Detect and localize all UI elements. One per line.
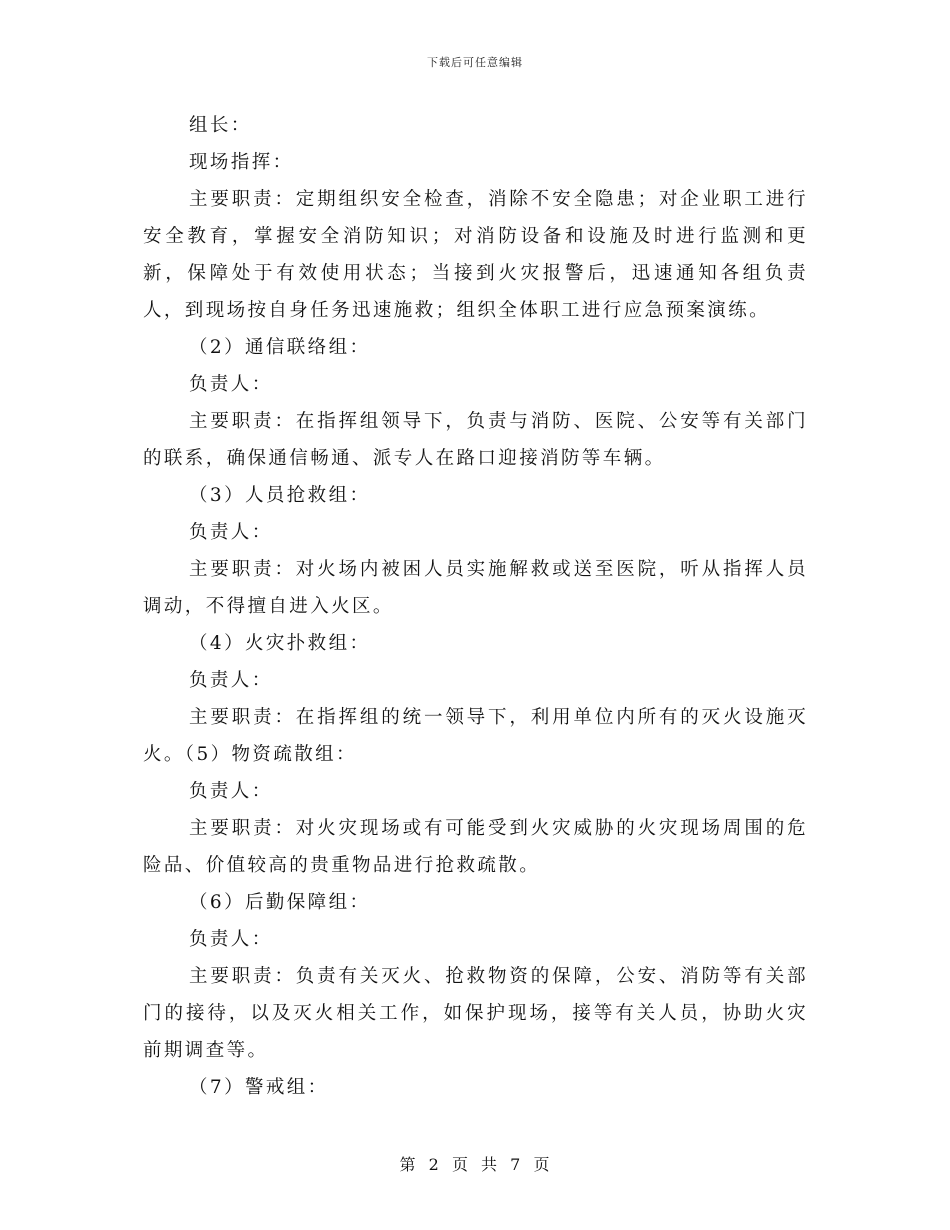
paragraph-firefighting-head: 负责人： [189,670,273,691]
paragraph-site-commander: 现场指挥： [189,152,294,173]
paragraph-heading-security: （7）警戒组： [189,1077,329,1098]
paragraph-command-duties: 主要职责：定期组织安全检查，消除不安全隐患；对企业职工进行安全教育，掌握安全消防知识；对消防设备和设施及时进行监测和更新，保障处于有效使用状态；当接到火灾报警后，迅速通知各组负责人，到现场按自身任务迅速施救；组织全体职工进行应急预案演练。 [143,189,808,321]
footer-total-pages: 7 [510,1155,522,1174]
paragraph-firefighting-duties: 主要职责：在指挥组的统一领导下，利用单位内所有的灭火设施灭火。（5）物资疏散组： [143,707,808,765]
footer-current-page: 2 [428,1155,440,1174]
footer-total-prefix: 共 [481,1155,499,1174]
paragraph-rescue-duties: 主要职责：对火场内被困人员实施解救或送至医院，听从指挥人员调动，不得擅自进入火区。 [143,559,808,617]
page-header-note: 下载后可任意编辑 [427,56,523,69]
footer-prefix: 第 [399,1155,417,1174]
paragraph-communication-duties: 主要职责：在指挥组领导下，负责与消防、医院、公安等有关部门的联系，确保通信畅通、派专人在路口迎接消防等车辆。 [143,411,808,469]
paragraph-logistics-duties: 主要职责：负责有关灭火、抢救物资的保障，公安、消防等有关部门的接待，以及灭火相关工作，如保护现场，接等有关人员，协助火灾前期调查等。 [143,966,808,1061]
footer-total-unit: 页 [533,1155,551,1174]
paragraph-heading-firefighting: （4）火灾扑救组： [189,633,371,654]
paragraph-logistics-head: 负责人： [189,929,273,950]
paragraph-evacuation-duties: 主要职责：对火灾现场或有可能受到火灾威胁的火灾现场周围的危险品、价值较高的贵重物品进行抢救疏散。 [143,818,808,876]
footer-page-unit: 页 [451,1155,469,1174]
paragraph-rescue-head: 负责人： [189,522,273,543]
paragraph-communication-head: 负责人： [189,374,273,395]
document-body [143,107,808,1106]
paragraph-heading-logistics: （6）后勤保障组： [189,892,371,913]
paragraph-group-leader: 组长： [189,115,252,136]
page-footer [0,1152,950,1175]
paragraph-heading-rescue: （3）人员抢救组： [189,485,371,506]
paragraph-evacuation-head: 负责人： [189,781,273,802]
paragraph-heading-communication: （2）通信联络组： [189,337,371,358]
